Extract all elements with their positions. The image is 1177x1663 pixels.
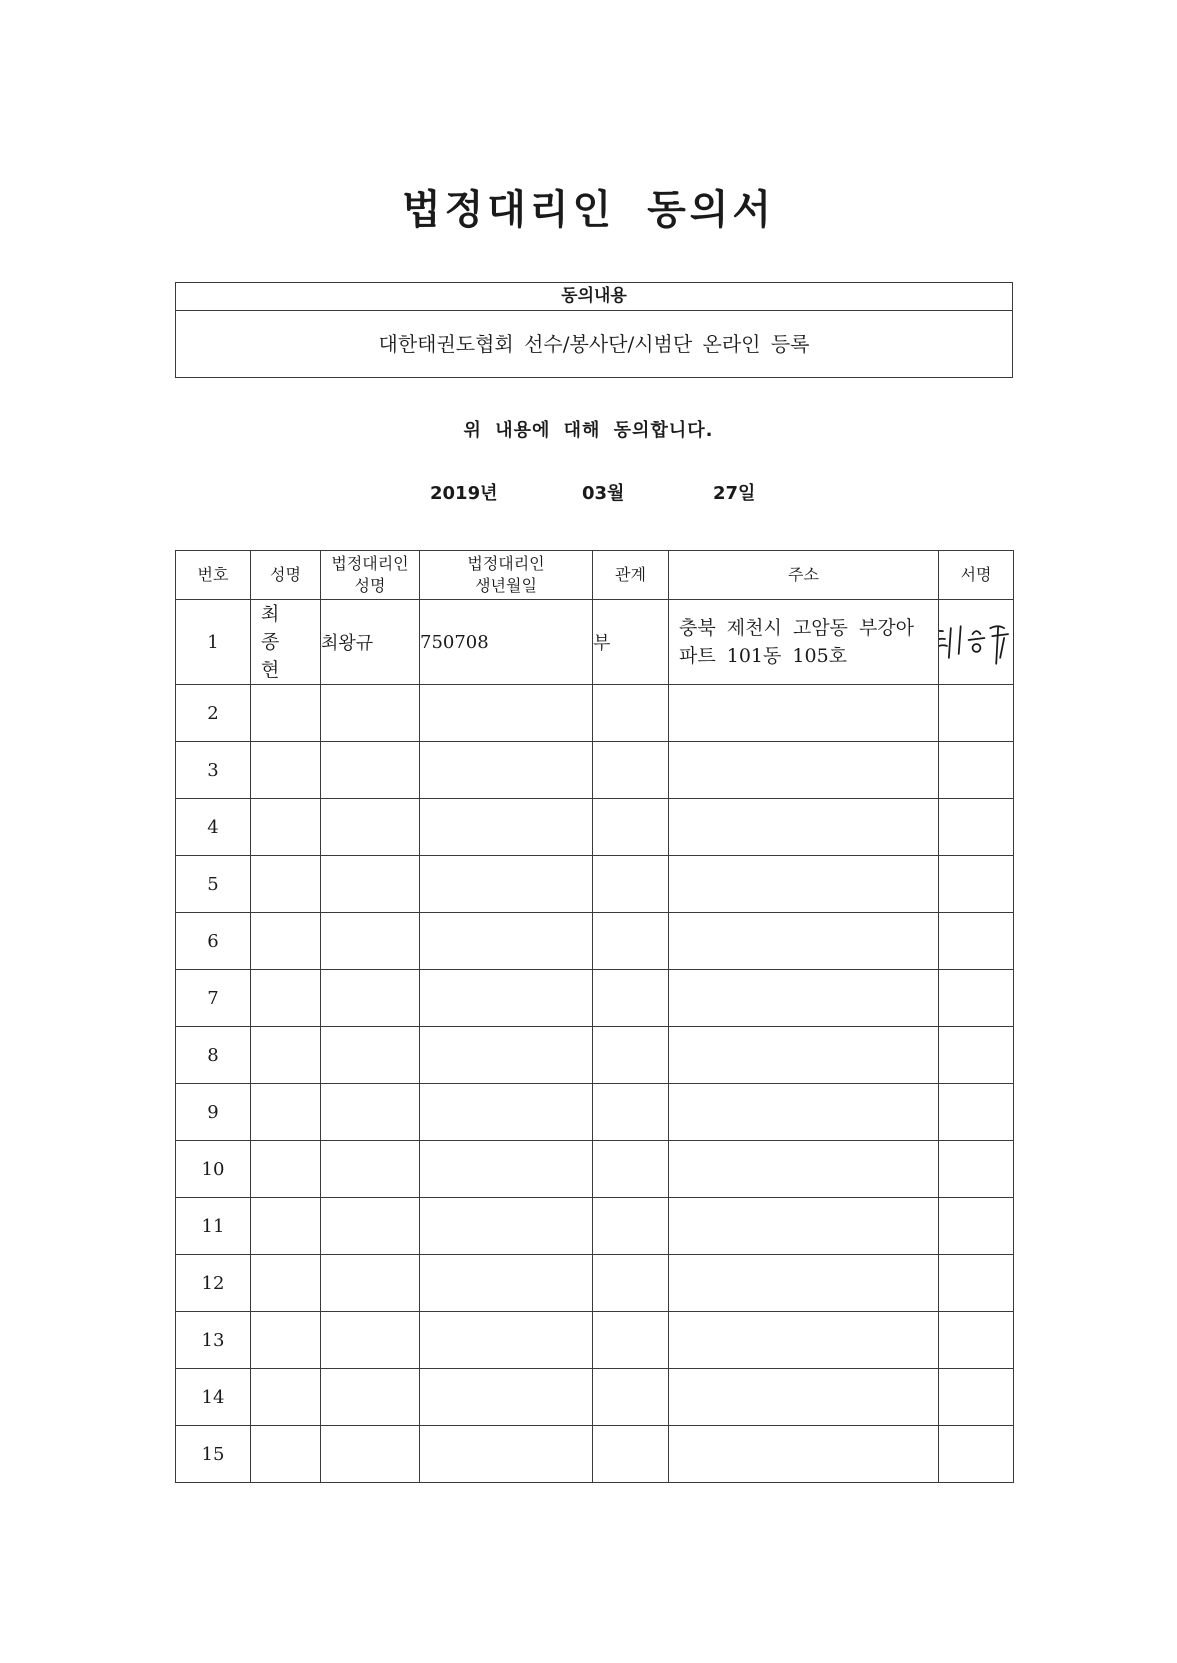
row-guardian-name — [321, 856, 420, 913]
table-row — [176, 913, 1014, 970]
row-guardian-name — [321, 1312, 420, 1369]
row-address — [669, 1027, 939, 1084]
consent-heading: 동의내용 — [176, 283, 1012, 311]
table-row — [176, 1312, 1014, 1369]
row-guardian-birth — [420, 1426, 593, 1483]
header-num: 번호 — [176, 551, 251, 600]
row-address — [669, 1312, 939, 1369]
table-row — [176, 1084, 1014, 1141]
row-signature — [939, 799, 1014, 856]
consent-content: 대한태권도협회 선수/봉사단/시범단 온라인 등록 — [378, 332, 810, 356]
row-relation — [593, 799, 669, 856]
row-num: 13 — [176, 1312, 251, 1369]
row-guardian-birth — [420, 913, 593, 970]
row-name — [251, 1141, 321, 1198]
row-guardian-birth — [420, 856, 593, 913]
row-guardian-birth: 750708 — [420, 600, 593, 685]
row-signature — [939, 913, 1014, 970]
row-name — [251, 1084, 321, 1141]
table-row — [176, 856, 1014, 913]
row-address — [669, 600, 939, 685]
row-guardian-name — [321, 1369, 420, 1426]
header-signature: 서명 — [939, 551, 1014, 600]
table-row — [176, 1255, 1014, 1312]
row-num: 7 — [176, 970, 251, 1027]
row-guardian-name — [321, 1426, 420, 1483]
row-signature — [939, 1255, 1014, 1312]
table-row — [176, 1198, 1014, 1255]
row-relation — [593, 685, 669, 742]
row-name — [251, 1369, 321, 1426]
row-name — [251, 856, 321, 913]
header-guardian-birth-line2: 생년월일 — [475, 576, 537, 595]
row-guardian-name — [321, 1027, 420, 1084]
date-year: 2019년 — [430, 483, 498, 504]
row-guardian-birth — [420, 1255, 593, 1312]
table-row — [176, 799, 1014, 856]
row-guardian-name: 최왕규 — [321, 600, 420, 685]
table-row — [176, 1141, 1014, 1198]
row-name — [251, 970, 321, 1027]
row-guardian-name — [321, 1198, 420, 1255]
table-row — [176, 1369, 1014, 1426]
row-signature — [939, 1369, 1014, 1426]
row-guardian-birth — [420, 742, 593, 799]
row-name — [251, 1255, 321, 1312]
row-address — [669, 1198, 939, 1255]
row-signature — [939, 1141, 1014, 1198]
header-guardian-birth — [420, 551, 593, 600]
table-row — [176, 1027, 1014, 1084]
row-name — [251, 1312, 321, 1369]
row-relation — [593, 1255, 669, 1312]
row-num: 11 — [176, 1198, 251, 1255]
header-guardian-name-line1: 법정대리인 — [331, 554, 409, 573]
row-address — [669, 742, 939, 799]
row-signature — [939, 600, 1014, 685]
row-name-line1: 최 종 — [261, 603, 294, 653]
row-guardian-name — [321, 1255, 420, 1312]
row-guardian-birth — [420, 970, 593, 1027]
row-signature — [939, 685, 1014, 742]
consent-box — [175, 282, 1013, 378]
row-guardian-name — [321, 799, 420, 856]
header-relation: 관계 — [593, 551, 669, 600]
row-relation: 부 — [593, 600, 669, 685]
row-signature — [939, 970, 1014, 1027]
row-num: 8 — [176, 1027, 251, 1084]
row-name — [251, 685, 321, 742]
row-num: 4 — [176, 799, 251, 856]
row-relation — [593, 913, 669, 970]
row-signature — [939, 1198, 1014, 1255]
row-address — [669, 1084, 939, 1141]
row-address — [669, 913, 939, 970]
header-name: 성명 — [251, 551, 321, 600]
table-row — [176, 685, 1014, 742]
row-guardian-name — [321, 970, 420, 1027]
row-guardian-birth — [420, 685, 593, 742]
row-name — [251, 1027, 321, 1084]
handwritten-signature — [939, 614, 1013, 670]
row-address-line1: 충북 제천시 고암동 부강아 — [679, 617, 915, 639]
row-relation — [593, 970, 669, 1027]
row-num: 1 — [176, 600, 251, 685]
row-name — [251, 913, 321, 970]
row-guardian-name — [321, 913, 420, 970]
row-address — [669, 1426, 939, 1483]
row-num: 14 — [176, 1369, 251, 1426]
row-relation — [593, 1027, 669, 1084]
header-guardian-name — [321, 551, 420, 600]
row-name — [251, 600, 321, 685]
row-relation — [593, 742, 669, 799]
row-relation — [593, 1198, 669, 1255]
date-day: 27일 — [713, 483, 756, 504]
table-row — [176, 600, 1014, 685]
row-guardian-name — [321, 742, 420, 799]
row-guardian-birth — [420, 1084, 593, 1141]
row-address — [669, 1255, 939, 1312]
row-signature — [939, 1027, 1014, 1084]
header-guardian-birth-line1: 법정대리인 — [467, 554, 545, 573]
row-guardian-name — [321, 685, 420, 742]
row-num: 5 — [176, 856, 251, 913]
row-relation — [593, 1369, 669, 1426]
row-signature — [939, 742, 1014, 799]
row-guardian-birth — [420, 1141, 593, 1198]
row-address — [669, 685, 939, 742]
row-address-line2: 파트 101동 105호 — [679, 645, 848, 667]
row-signature — [939, 1426, 1014, 1483]
row-name — [251, 1426, 321, 1483]
header-guardian-name-line2: 성명 — [354, 576, 386, 595]
row-guardian-birth — [420, 1369, 593, 1426]
row-num: 6 — [176, 913, 251, 970]
row-relation — [593, 1312, 669, 1369]
row-address — [669, 856, 939, 913]
row-num: 9 — [176, 1084, 251, 1141]
row-address — [669, 970, 939, 1027]
row-relation — [593, 1084, 669, 1141]
row-relation — [593, 1426, 669, 1483]
row-address — [669, 799, 939, 856]
guardian-table — [175, 550, 1014, 1483]
row-name-line2: 현 — [261, 659, 294, 681]
row-num: 12 — [176, 1255, 251, 1312]
row-guardian-name — [321, 1084, 420, 1141]
page-title: 법정대리인 동의서 — [401, 187, 776, 233]
row-relation — [593, 856, 669, 913]
table-row — [176, 970, 1014, 1027]
row-guardian-birth — [420, 1198, 593, 1255]
row-guardian-name — [321, 1141, 420, 1198]
table-row — [176, 742, 1014, 799]
row-num: 3 — [176, 742, 251, 799]
row-address — [669, 1141, 939, 1198]
row-num: 10 — [176, 1141, 251, 1198]
header-address: 주소 — [669, 551, 939, 600]
table-row — [176, 1426, 1014, 1483]
row-guardian-birth — [420, 1027, 593, 1084]
row-num: 2 — [176, 685, 251, 742]
row-num: 15 — [176, 1426, 251, 1483]
table-header-row — [176, 551, 1014, 600]
row-relation — [593, 1141, 669, 1198]
row-name — [251, 1198, 321, 1255]
row-name — [251, 742, 321, 799]
agree-statement: 위 내용에 대해 동의합니다. — [463, 420, 714, 441]
date-month: 03월 — [582, 483, 625, 504]
row-guardian-birth — [420, 799, 593, 856]
row-name — [251, 799, 321, 856]
row-guardian-birth — [420, 1312, 593, 1369]
row-signature — [939, 1312, 1014, 1369]
row-signature — [939, 1084, 1014, 1141]
row-address — [669, 1369, 939, 1426]
row-signature — [939, 856, 1014, 913]
